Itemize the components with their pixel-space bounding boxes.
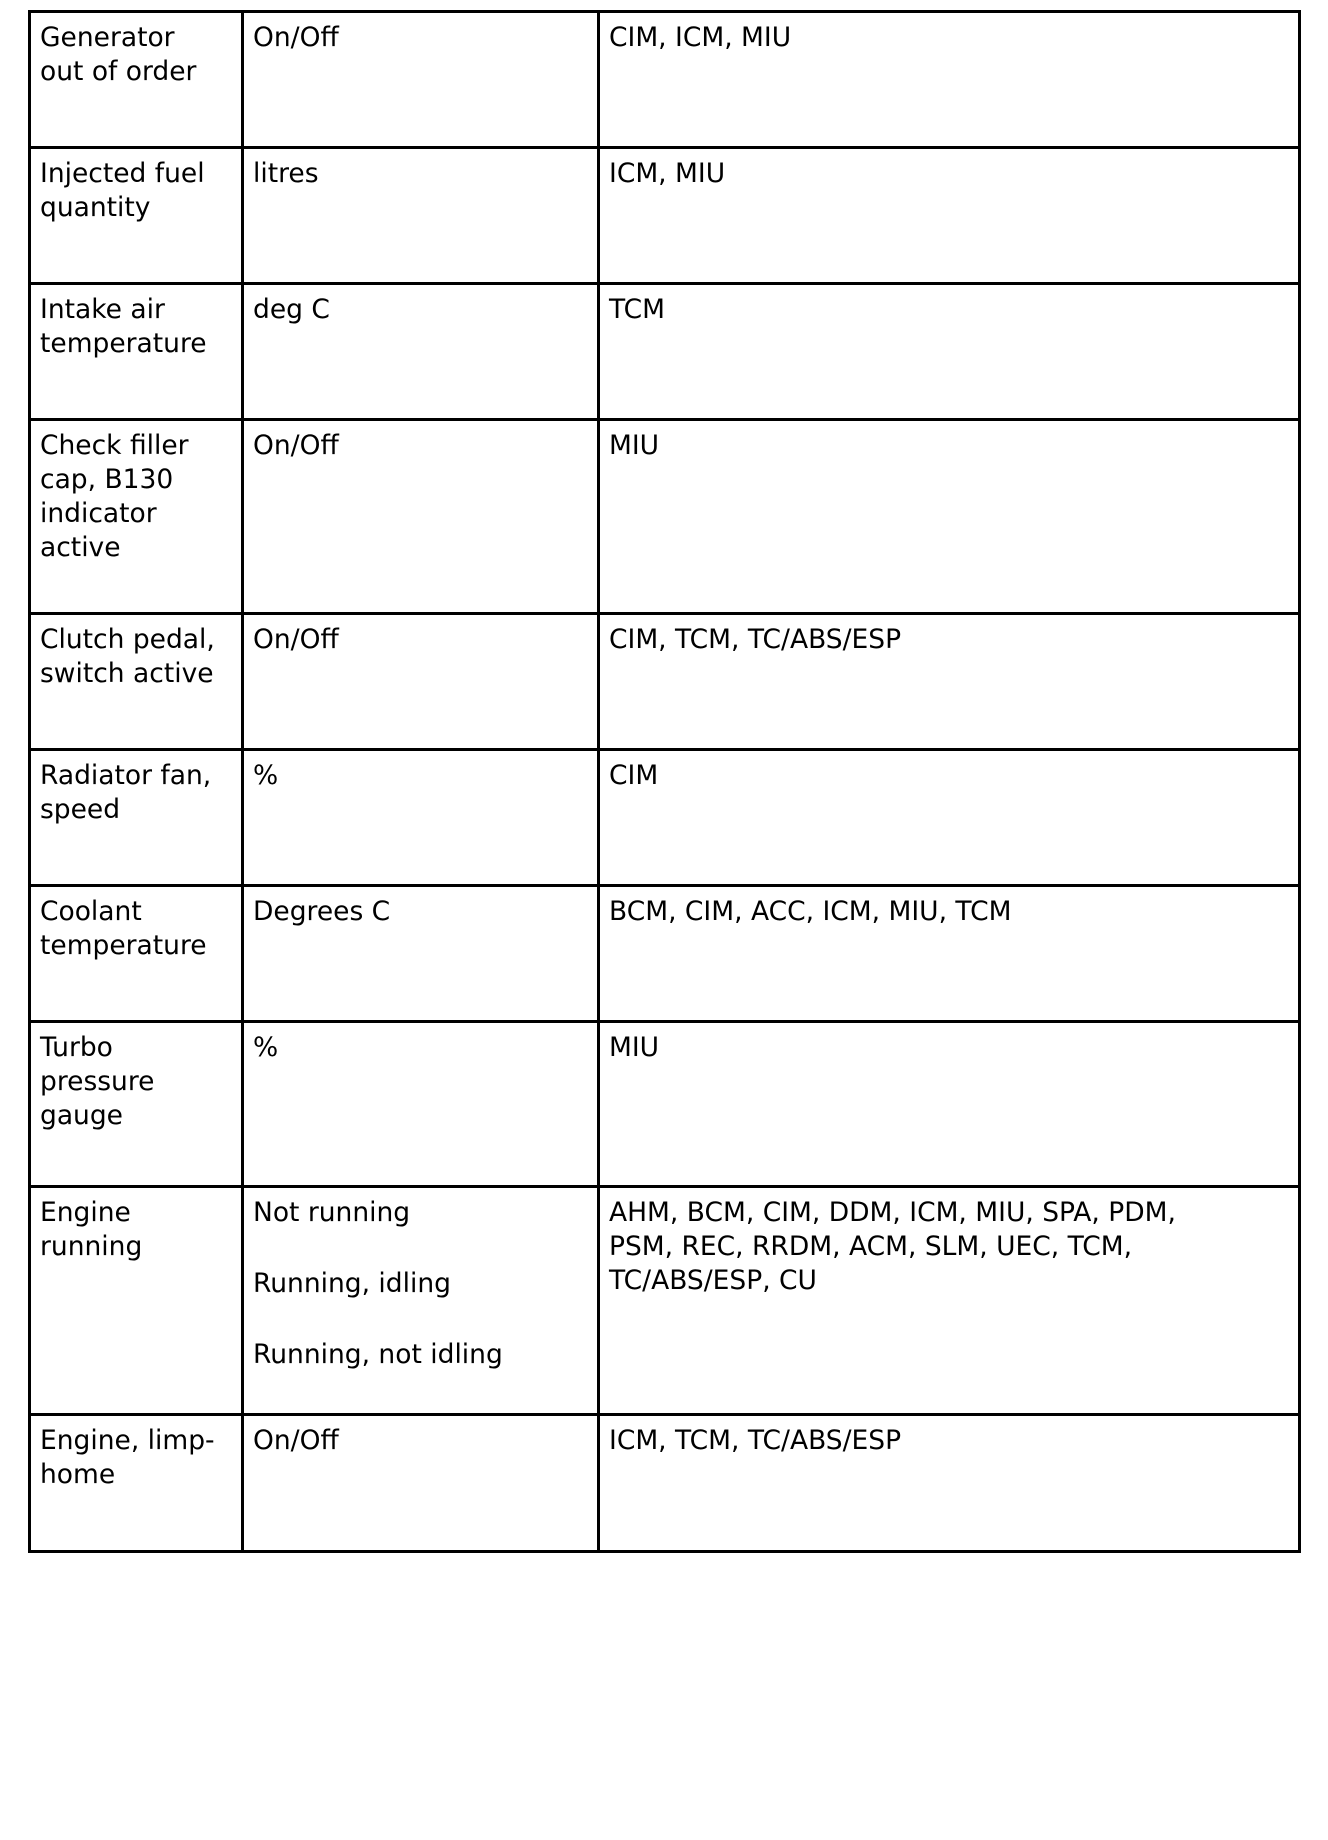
- signal-name-cell: [30, 1022, 243, 1187]
- table-row: [30, 420, 1300, 614]
- signal-name: Engine running: [40, 1197, 143, 1262]
- modules-cell: [599, 284, 1300, 420]
- table-row: [30, 886, 1300, 1022]
- signal-name: Coolant temperature: [40, 896, 207, 961]
- modules-cell: [599, 1187, 1300, 1415]
- unit-cell: [243, 1415, 599, 1552]
- signal-name: Engine, limp- home: [40, 1425, 215, 1490]
- signal-name-cell: [30, 1415, 243, 1552]
- unit-value: On/Off: [253, 430, 339, 461]
- modules-list: ICM, TCM, TC/ABS/ESP: [609, 1425, 902, 1456]
- unit-cell: [243, 1187, 599, 1415]
- table-row: [30, 12, 1300, 148]
- signal-name-cell: [30, 284, 243, 420]
- signal-name: Generator out of order: [40, 22, 197, 87]
- modules-list: BCM, CIM, ACC, ICM, MIU, TCM: [609, 896, 1012, 927]
- modules-list: CIM, TCM, TC/ABS/ESP: [609, 624, 902, 655]
- unit-value: litres: [253, 158, 319, 189]
- modules-cell: [599, 148, 1300, 284]
- unit-cell: [243, 750, 599, 886]
- table-row: [30, 1022, 1300, 1187]
- unit-cell: [243, 148, 599, 284]
- signal-name-cell: [30, 886, 243, 1022]
- unit-value: On/Off: [253, 1425, 339, 1456]
- modules-cell: [599, 750, 1300, 886]
- signal-table: [28, 10, 1301, 1553]
- signal-name: Radiator fan, speed: [40, 760, 212, 825]
- unit-cell: [243, 12, 599, 148]
- modules-list: MIU: [609, 430, 660, 461]
- signal-name: Turbo pressure gauge: [40, 1032, 155, 1131]
- signal-name: Check filler cap, B130 indicator active: [40, 430, 189, 563]
- modules-cell: [599, 420, 1300, 614]
- signal-name-cell: [30, 12, 243, 148]
- modules-cell: [599, 614, 1300, 750]
- unit-value: %: [253, 1032, 279, 1063]
- unit-value: On/Off: [253, 624, 339, 655]
- signal-name: Clutch pedal, switch active: [40, 624, 215, 689]
- signal-name-cell: [30, 420, 243, 614]
- unit-cell: [243, 420, 599, 614]
- signal-name-cell: [30, 750, 243, 886]
- unit-cell: [243, 886, 599, 1022]
- signal-name-cell: [30, 148, 243, 284]
- signal-name: Intake air temperature: [40, 294, 207, 359]
- modules-cell: [599, 1022, 1300, 1187]
- unit-value: On/Off: [253, 22, 339, 53]
- table-row: [30, 614, 1300, 750]
- modules-list: MIU: [609, 1032, 660, 1063]
- modules-cell: [599, 1415, 1300, 1552]
- unit-value: %: [253, 760, 279, 791]
- engine-state-value: Running, idling: [253, 1268, 451, 1299]
- table-row: [30, 284, 1300, 420]
- signal-name: Injected fuel quantity: [40, 158, 205, 223]
- unit-cell: [243, 1022, 599, 1187]
- table-row: [30, 1415, 1300, 1552]
- modules-list: AHM, BCM, CIM, DDM, ICM, MIU, SPA, PDM, PSM, REC, RRDM, ACM, SLM, UEC, TCM, TC/ABS/ESP, CU: [609, 1197, 1176, 1296]
- unit-value: deg C: [253, 294, 330, 325]
- signal-name-cell: [30, 1187, 243, 1415]
- modules-cell: [599, 886, 1300, 1022]
- modules-cell: [599, 12, 1300, 148]
- engine-state-value: Running, not idling: [253, 1339, 503, 1370]
- table-row: [30, 148, 1300, 284]
- modules-list: ICM, MIU: [609, 158, 726, 189]
- engine-state-value: Not running: [253, 1197, 411, 1228]
- table-row: [30, 1187, 1300, 1415]
- unit-cell: [243, 284, 599, 420]
- table-row: [30, 750, 1300, 886]
- modules-list: TCM: [609, 294, 666, 325]
- unit-value: Degrees C: [253, 896, 391, 927]
- modules-list: CIM, ICM, MIU: [609, 22, 792, 53]
- unit-cell: [243, 614, 599, 750]
- modules-list: CIM: [609, 760, 659, 791]
- signal-name-cell: [30, 614, 243, 750]
